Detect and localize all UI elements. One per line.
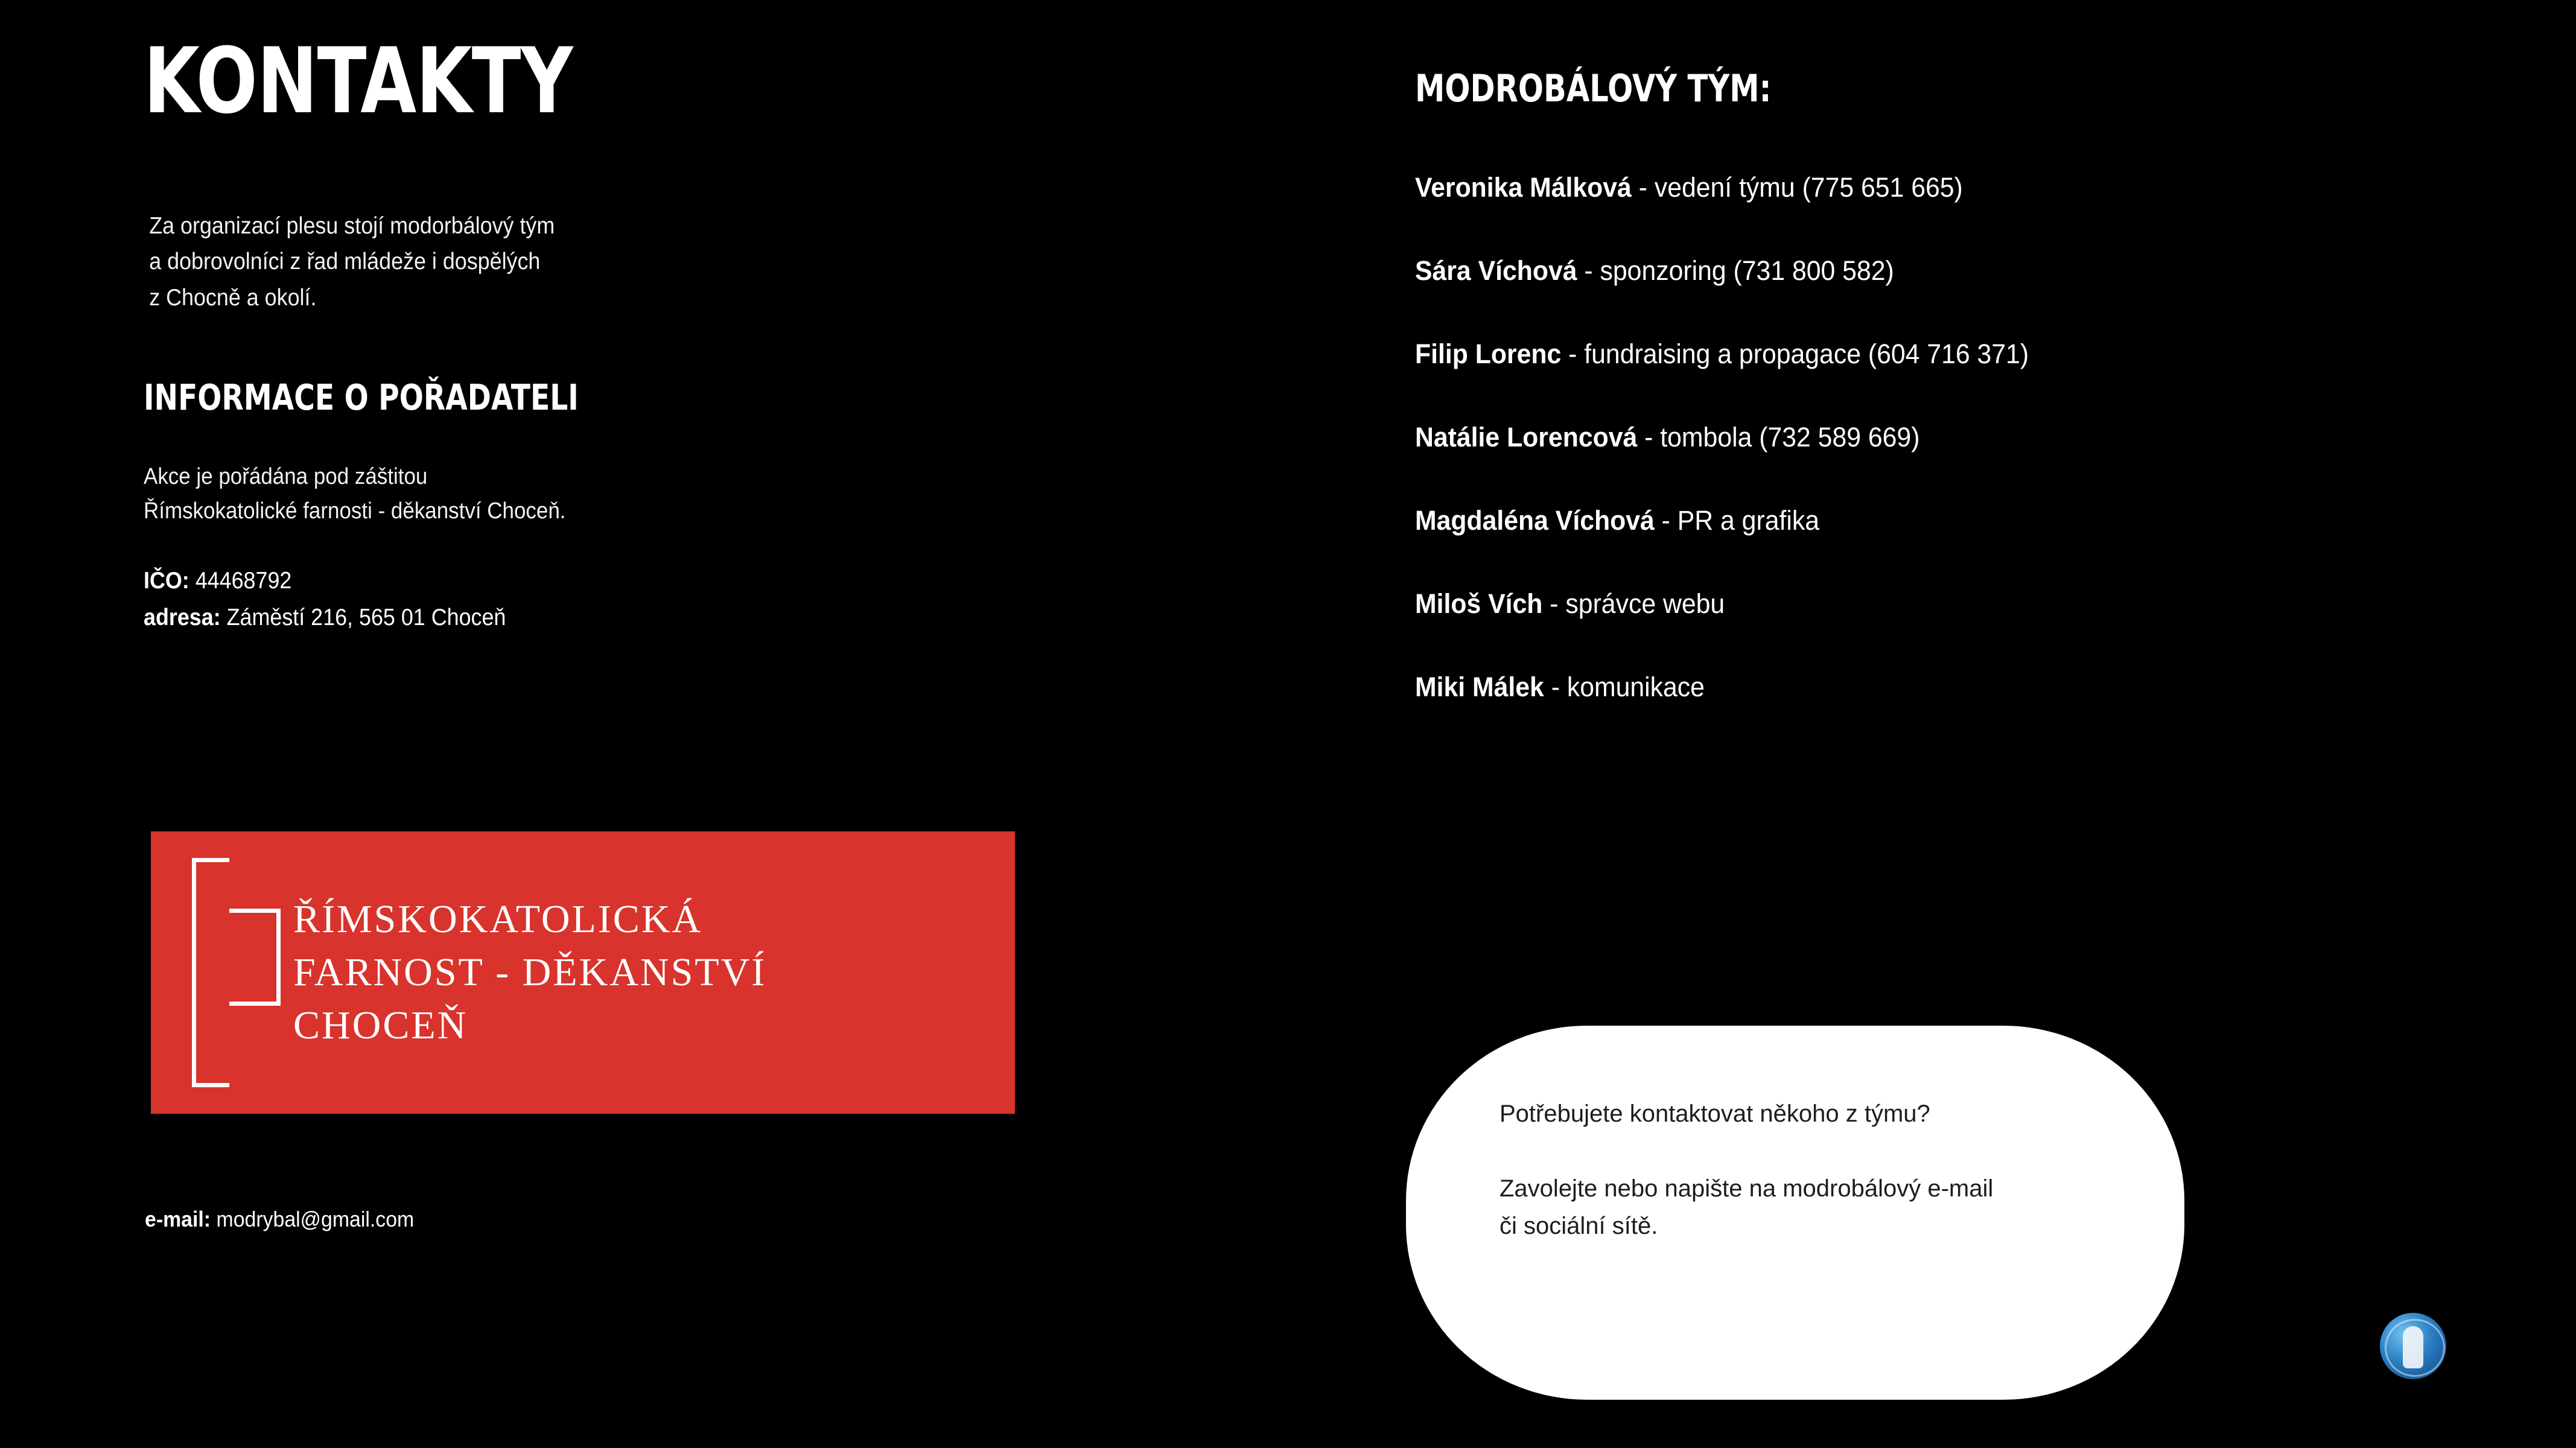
list-item <box>1415 340 2447 367</box>
member-name: Sára Víchová <box>1415 255 1577 286</box>
parish-line-3: CHOCEŇ <box>293 1003 468 1047</box>
intro-line-2: a dobrovolníci z řad mládeže i dospělých <box>149 249 541 275</box>
list-item <box>1415 257 2447 284</box>
cross-icon <box>151 831 290 1114</box>
member-name: Magdaléna Víchová <box>1415 505 1655 536</box>
contact-callout-bubble <box>1406 1026 2184 1400</box>
team-member-list <box>1415 174 2501 700</box>
list-item <box>1415 424 2447 451</box>
email-row <box>145 1207 414 1232</box>
member-role: - vedení týmu (775 651 665) <box>1638 172 1963 203</box>
member-role: - správce webu <box>1550 588 1725 619</box>
address-label: adresa: <box>144 605 221 631</box>
organizer-heading: INFORMACE O POŘADATELI <box>144 376 579 418</box>
parish-logo-text <box>290 893 766 1052</box>
address-row <box>144 599 1087 637</box>
ico-value: 44468792 <box>195 567 292 594</box>
list-item <box>1415 673 2447 700</box>
intro-line-1: Za organizací plesu stojí modorbálový tým <box>149 213 555 239</box>
contacts-left-column <box>144 29 1169 637</box>
bubble-line-1: Potřebujete kontaktovat někoho z týmu? <box>1499 1100 1930 1127</box>
organizer-line-2: Římskokatolické farnosti - děkanství Choceň. <box>144 498 566 524</box>
email-label: e-mail: <box>145 1207 211 1231</box>
list-item <box>1415 507 2447 534</box>
parish-line-1: ŘÍMSKOKATOLICKÁ <box>293 897 703 942</box>
member-name: Filip Lorenc <box>1415 338 1562 369</box>
member-role: - fundraising a propagace (604 716 371) <box>1568 338 2029 369</box>
page-title: KONTAKTY <box>144 29 573 134</box>
organizer-line-1: Akce je pořádána pod záštitou <box>144 463 428 489</box>
globe-icon <box>2380 1313 2446 1379</box>
list-item <box>1415 174 2447 201</box>
intro-paragraph <box>144 208 1087 316</box>
list-item <box>1415 590 2447 617</box>
address-value: Záměstí 216, 565 01 Choceň <box>226 605 506 631</box>
member-name: Miloš Vích <box>1415 588 1543 619</box>
team-heading: MODROBÁLOVÝ TÝM: <box>1415 66 1772 110</box>
parish-line-2: FARNOST - DĚKANSTVÍ <box>293 950 767 995</box>
intro-line-3: z Chocně a okolí. <box>149 284 317 311</box>
ico-label: IČO: <box>144 567 189 594</box>
bubble-line-2: Zavolejte nebo napište na modrobálový e-mail <box>1499 1175 1994 1202</box>
member-role: - tombola (732 589 669) <box>1644 422 1920 453</box>
email-value[interactable]: modrybal@gmail.com <box>216 1207 415 1231</box>
ico-row <box>144 562 1087 600</box>
team-right-column <box>1415 66 2501 757</box>
member-name: Miki Málek <box>1415 672 1544 702</box>
parish-logo-banner <box>151 831 1015 1114</box>
bubble-line-3: či sociální sítě. <box>1499 1213 1658 1239</box>
member-name: Natálie Lorencová <box>1415 422 1638 453</box>
member-role: - sponzoring (731 800 582) <box>1584 255 1894 286</box>
organizer-paragraph <box>144 460 1087 529</box>
member-name: Veronika Málková <box>1415 172 1632 203</box>
identification-block <box>144 562 1087 637</box>
member-role: - komunikace <box>1551 672 1705 702</box>
member-role: - PR a grafika <box>1661 505 1820 536</box>
